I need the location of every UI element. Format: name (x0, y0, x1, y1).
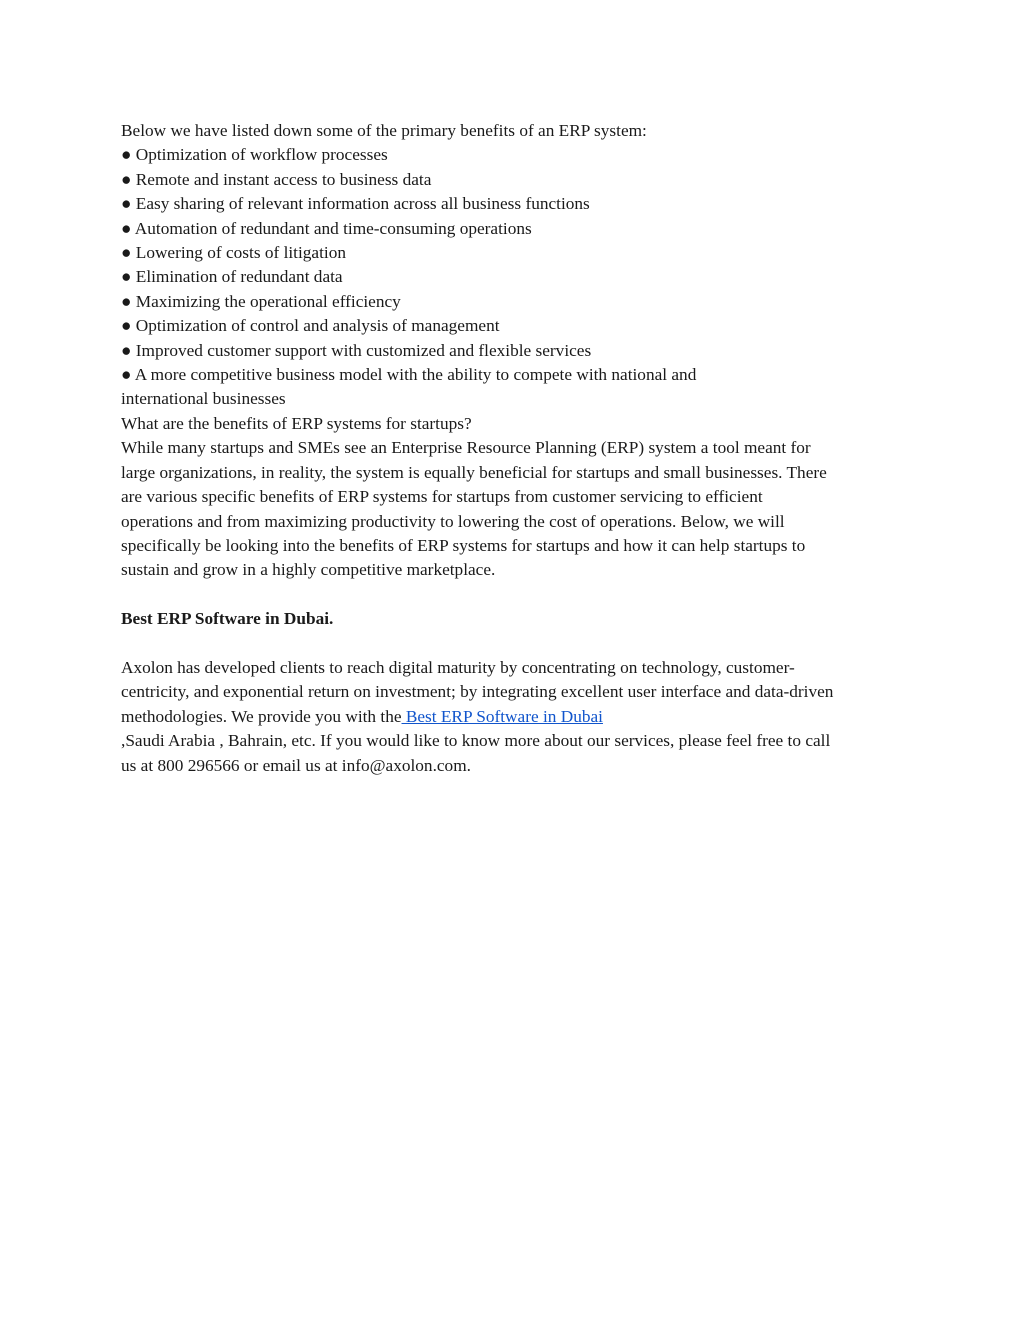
list-item: ● A more competitive business model with the ability to compete with national and international businesses (121, 365, 697, 409)
list-item: ● Lowering of costs of litigation (121, 243, 346, 263)
list-item: ● Easy sharing of relevant information across all business functions (121, 194, 590, 214)
axolon-text-after-link: ,Saudi Arabia , Bahrain, etc. If you would like to know more about our services, please feel free to call us at 800 296566 or email us at info@axolon.com. (121, 731, 831, 775)
startups-paragraph: While many startups and SMEs see an Enterprise Resource Planning (ERP) system a tool meant for large organizations, in reality, the system is equally beneficial for startups and small businesses. There are various specific benefits of ERP systems for startups from customer servicing to efficient operations and from maximizing productivity to lowering the cost of operations. Below, we will specifically be looking into the benefits of ERP systems for startups and how it can help startups to sustain and grow in a highly competitive marketplace. (121, 438, 827, 580)
section-heading: Best ERP Software in Dubai. (121, 609, 334, 629)
document-body (121, 119, 851, 778)
spacer (121, 632, 851, 656)
list-item: ● Automation of redundant and time-consuming operations (121, 218, 532, 238)
list-item: ● Improved customer support with customized and flexible services (121, 340, 592, 360)
list-item: ● Elimination of redundant data (121, 267, 343, 287)
list-item: ● Optimization of workflow processes (121, 145, 388, 165)
list-item: ● Optimization of control and analysis of management (121, 316, 500, 336)
list-item: ● Remote and instant access to business data (121, 169, 432, 189)
startups-question: What are the benefits of ERP systems for startups? (121, 413, 472, 433)
spacer (121, 583, 851, 607)
best-erp-software-link[interactable]: Best ERP Software in Dubai (401, 706, 603, 726)
benefits-list (121, 143, 851, 411)
list-item: ● Maximizing the operational efficiency (121, 291, 401, 311)
intro-text: Below we have listed down some of the primary benefits of an ERP system: (121, 121, 647, 140)
axolon-paragraph (121, 656, 837, 778)
axolon-text-before-link: Axolon has developed clients to reach digital maturity by concentrating on technology, customer-centricity, and exponential return on investment; by integrating excellent user interface and data-driven methodologies. We provide you with the (121, 657, 834, 726)
